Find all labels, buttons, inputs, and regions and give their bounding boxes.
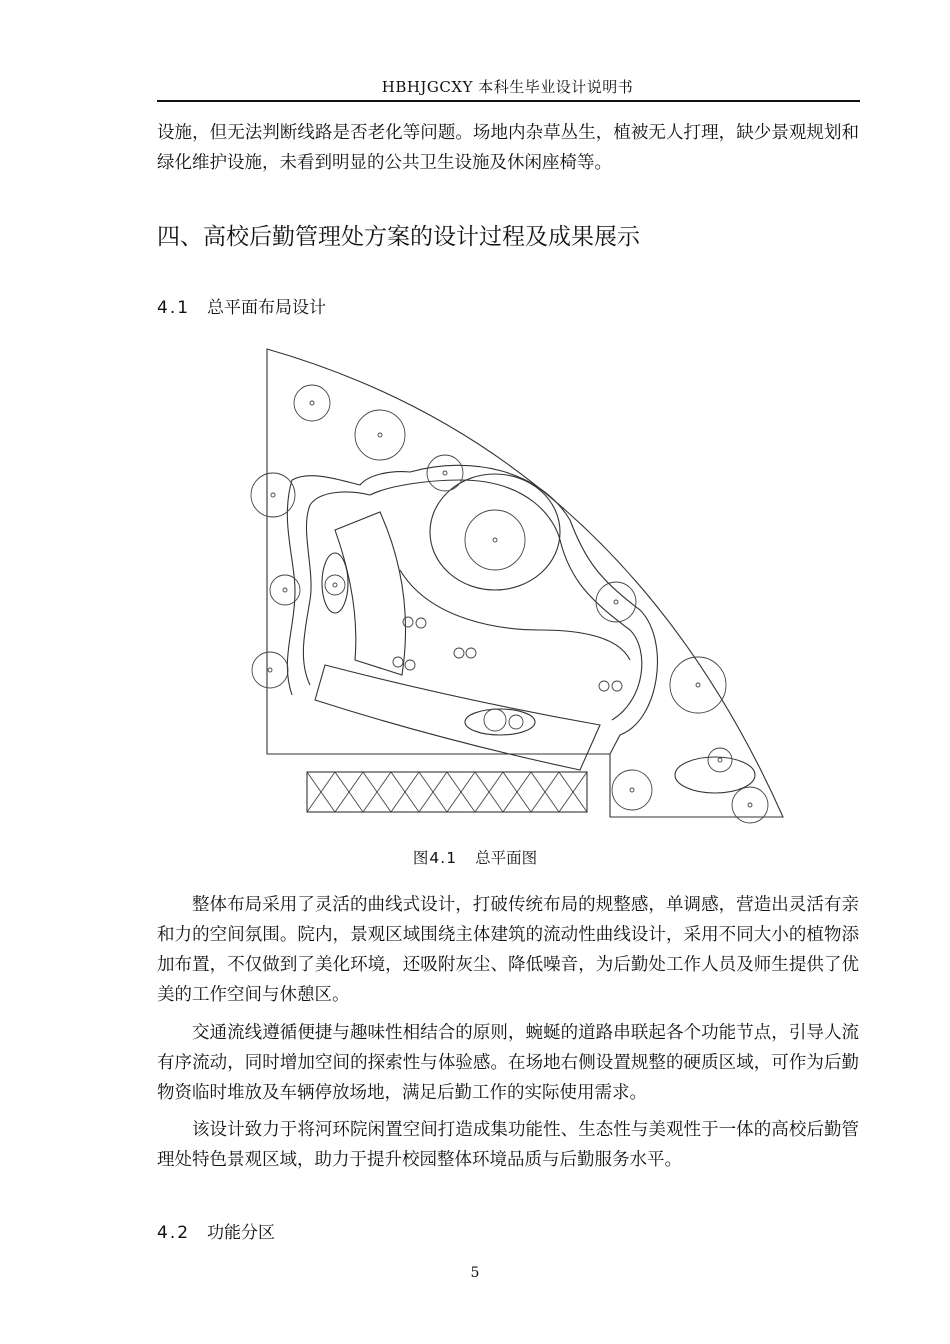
main-building-wing-1 (335, 512, 406, 675)
subsection-number: 4.1 (157, 298, 191, 318)
tree-group (251, 385, 768, 823)
center-planter (465, 709, 535, 735)
page-header: HBHJGCXY 本科生毕业设计说明书 (381, 78, 634, 96)
site-plan-figure (240, 340, 800, 830)
winding-path-outer (287, 465, 657, 754)
oval-lawn (430, 474, 560, 590)
body-paragraph-1: 整体布局采用了灵活的曲线式设计，打破传统布局的规整感，单调感，营造出灵活有亲和力的空间氛围。院内，景观区域围绕主体建筑的流动性曲线设计，采用不同大小的植物添加布置，不仅做到了美化环境，还吸附灰尘、降低噪音，为后勤处工作人员及师生提供了优美的工作空间与休憩区。 (157, 895, 859, 1005)
section-heading: 四、高校后勤管理处方案的设计过程及成果展示 (157, 224, 640, 250)
subsection-heading-4-1 (157, 293, 326, 318)
subsection-title: 功能分区 (207, 1223, 275, 1243)
subsection-number: 4.2 (157, 1223, 191, 1243)
right-planter (675, 757, 755, 793)
site-plan-drawing (240, 340, 800, 830)
figure-title: 总平面图 (475, 849, 538, 867)
curved-path-center (400, 570, 630, 660)
body-paragraph-3: 该设计致力于将河环院闲置空间打造成集功能性、生态性与美观性于一体的高校后勤管理处特色景观区域，助力于提升校园整体环境品质与后勤服务水平。 (157, 1120, 859, 1170)
subsection-heading-4-2 (157, 1218, 275, 1243)
header-rule (157, 100, 860, 102)
winding-path-inner (303, 480, 641, 720)
parking-hatching (307, 772, 587, 812)
page-number: 5 (470, 1265, 480, 1281)
body-paragraph-2: 交通流线遵循便捷与趣味性相结合的原则，蜿蜒的道路串联起各个功能节点，引导人流有序流动，同时增加空间的探索性与体验感。在场地右侧设置规整的硬质区域，可作为后勤物资临时堆放及车辆停放场地，满足后勤工作的实际使用需求。 (157, 1023, 859, 1103)
intro-paragraph: 设施，但无法判断线路是否老化等问题。场地内杂草丛生，植被无人打理，缺少景观规划和绿化维护设施，未看到明显的公共卫生设施及休闲座椅等。 (157, 123, 859, 173)
figure-number: 图4.1 (412, 849, 458, 867)
figure-caption (0, 846, 950, 868)
subsection-title: 总平面布局设计 (207, 298, 326, 318)
